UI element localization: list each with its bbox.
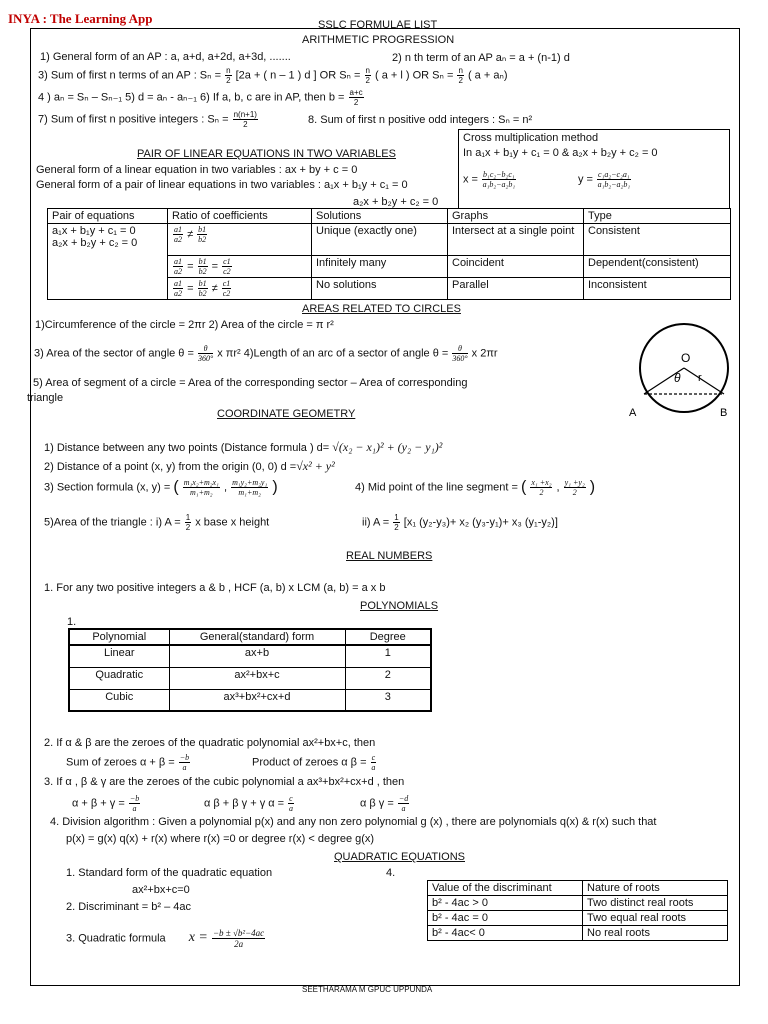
label-theta: θ xyxy=(674,371,681,385)
doc-title: SSLC FORMULAE LIST xyxy=(318,19,438,31)
table-row xyxy=(48,224,731,256)
table-cell: b² - 4ac > 0 xyxy=(428,896,583,911)
ratio-cell: $\frac{a1}{a2}$ = $\frac{b1}{b2}$ = $\frac{c1}{c2}$ xyxy=(168,256,312,278)
linear-line-1: General form of a linear equation in two variables : ax + by + c = 0 xyxy=(36,164,358,176)
ap-formula-8: 8. Sum of first n positive odd integers : Sₙ = n² xyxy=(308,114,533,126)
cubic-product: α β γ = $\frac{-d}{a}$ xyxy=(360,794,409,813)
table-cell: No real roots xyxy=(583,926,728,941)
real-numbers-line-1: 1. For any two positive integers a & b , HCF (a, b) x LCM (a, b) = a x b xyxy=(44,582,386,594)
label-r: r xyxy=(698,372,702,384)
table-header: Nature of roots xyxy=(583,881,728,896)
table-header: Value of the discriminant xyxy=(428,881,583,896)
real-numbers-heading: REAL NUMBERS xyxy=(346,550,433,562)
ap-heading: ARITHMETIC PROGRESSION xyxy=(302,34,455,46)
coordinate-line-1: 1) Distance between any two points (Distance formula ) d= √(x₂ − x₁)² + (y₂ − y₁)² xyxy=(44,440,443,454)
discriminant-line: 2. Discriminant = b² – 4ac xyxy=(66,901,192,913)
cubic-sum: α + β + γ = $\frac{-b}{a}$ xyxy=(72,794,140,813)
table-row xyxy=(69,689,431,711)
table-header: Type xyxy=(584,209,731,224)
table-cell: Linear xyxy=(69,645,169,667)
circle-sector-diagram xyxy=(620,318,740,422)
table-header: Pair of equations xyxy=(48,209,168,224)
linear-line-2: General form of a pair of linear equations in two variables : a₁x + b₁y + c₁ = 0 xyxy=(36,179,408,191)
table-row xyxy=(428,896,728,911)
circles-heading: AREAS RELATED TO CIRCLES xyxy=(302,303,461,315)
footer-credit: SEETHARAMA M GPUC UPPUNDA xyxy=(302,985,433,994)
quadratic-heading: QUADRATIC EQUATIONS xyxy=(334,851,465,863)
table-header-row xyxy=(48,209,731,224)
cross-title: Cross multiplication method xyxy=(463,132,599,144)
table-cell: b² - 4ac< 0 xyxy=(428,926,583,941)
circles-line-1: 1)Circumference of the circle = 2πr 2) Area of the circle = π r² xyxy=(35,319,334,331)
ap-formula-3: 3) Sum of first n terms of an AP : Sₙ = $\frac{n}{2}$ [2a + ( n – 1 ) d ] OR Sₙ = $\frac{n}{2}$ ( a + l ) OR Sₙ = $\frac{n}{2}$ ( a + aₙ) xyxy=(38,66,508,85)
label-o: O xyxy=(681,351,691,365)
quadratic-line-4: 4. xyxy=(386,867,396,879)
table-row xyxy=(69,667,431,689)
product-of-zeroes: Product of zeroes α β = $\frac{c}{a}$ xyxy=(252,753,376,772)
circles-line-5b: triangle xyxy=(27,392,64,404)
table-header: Polynomial xyxy=(69,629,169,645)
division-algorithm-2: p(x) = g(x) q(x) + r(x) where r(x) =0 or degree r(x) < degree g(x) xyxy=(66,833,375,845)
sum-of-zeroes: Sum of zeroes α + β = $\frac{-b}{a}$ xyxy=(66,753,190,772)
table-cell: Intersect at a single point xyxy=(448,224,584,256)
table-row xyxy=(428,911,728,926)
ratio-cell: $\frac{a1}{a2}$ ≠ $\frac{b1}{b2}$ xyxy=(168,224,312,256)
coordinate-line-5b: ii) A = $\frac{1}{2}$ [x₁ (y₂-y₃)+ x₂ (y₃-y₁)+ x₃ (y₁-y₂)] xyxy=(362,513,558,532)
cross-y: y = $\frac{\text{c₁a₂−c₂a₁}}{\text{a₁b₂−a₂b₁}}$ xyxy=(578,170,631,189)
table-cell: 2 xyxy=(345,667,431,689)
table-header: General(standard) form xyxy=(169,629,345,645)
table-cell: 1 xyxy=(345,645,431,667)
ap-formula-4: 4 ) aₙ = Sₙ – Sₙ₋₁ 5) d = aₙ - aₙ₋₁ 6) If a, b, c are in AP, then b = $\frac{a+c}{2}$ xyxy=(38,88,363,107)
table-cell: No solutions xyxy=(312,278,448,300)
ratio-cell: $\frac{a1}{a2}$ = $\frac{b1}{b2}$ ≠ $\frac{c1}{c2}$ xyxy=(168,278,312,300)
label-b: B xyxy=(720,407,728,419)
circles-line-5: 5) Area of segment of a circle = Area of the corresponding sector – Area of corresponding xyxy=(33,377,468,389)
discriminant-table xyxy=(427,880,728,941)
table-cell: Two equal real roots xyxy=(583,911,728,926)
table-cell: Two distinct real roots xyxy=(583,896,728,911)
table-cell: Cubic xyxy=(69,689,169,711)
brand-title: INYA : The Learning App xyxy=(8,11,153,26)
table-cell: ax+b xyxy=(169,645,345,667)
table-cell: Dependent(consistent) xyxy=(584,256,731,278)
table-header: Solutions xyxy=(312,209,448,224)
polynomials-number: 1. xyxy=(67,616,77,628)
table-row xyxy=(69,645,431,667)
quadratic-formula: 3. Quadratic formula x = $\frac{\text{−b ± √b²−4ac}}{2a}$ xyxy=(66,928,265,949)
circles-line-3: 3) Area of the sector of angle θ = $\frac{\theta}{360^\circ}$ x πr² 4)Length of an arc of a sector of angle θ = $\frac{\theta}{360^\circ}$ x 2πr xyxy=(34,344,498,363)
radius-line xyxy=(684,368,724,394)
table-cell: Coincident xyxy=(448,256,584,278)
table-cell: Parallel xyxy=(448,278,584,300)
polynomials-line-2: 2. If α & β are the zeroes of the quadratic polynomial ax²+bx+c, then xyxy=(44,737,376,749)
quadratic-standard-form: ax²+bx+c=0 xyxy=(132,884,190,896)
label-a: A xyxy=(629,407,637,419)
ap-formula-2: 2) n th term of an AP aₙ = a + (n-1) d xyxy=(392,52,570,64)
coordinate-heading: COORDINATE GEOMETRY xyxy=(217,408,356,420)
table-cell: Inconsistent xyxy=(584,278,731,300)
table-cell: ax²+bx+c xyxy=(169,667,345,689)
cross-x: x = $\frac{\text{b₁c₂−b₂c₁}}{\text{a₁b₂−a₂b₁}}$ xyxy=(463,170,516,189)
division-algorithm: 4. Division algorithm : Given a polynomial p(x) and any non zero polynomial g (x) , there are polynomials q(x) & r(x) such that xyxy=(50,816,657,828)
table-cell: Quadratic xyxy=(69,667,169,689)
coordinate-line-3: 3) Section formula (x, y) = ( $\frac{\text{m₁x₂+m₂x₁}}{\text{m₁+m₂}}$ , $\frac{\text{m₁y₂+m₂y₁}}{\text{m₁+m₂}}$ ) xyxy=(44,478,278,497)
table-cell: ax³+bx²+cx+d xyxy=(169,689,345,711)
quadratic-line-1: 1. Standard form of the quadratic equation xyxy=(66,867,273,879)
polynomials-table xyxy=(68,628,432,712)
coordinate-line-4: 4) Mid point of the line segment = ( $\frac{\text{x₁ +x₂}}{2}$ , $\frac{\text{y₁ +y₂}}{2}$ ) xyxy=(355,478,596,497)
ap-formula-7: 7) Sum of first n positive integers : Sₙ = $\frac{n(n+1)}{2}$ xyxy=(38,110,257,129)
linear-line-3: a₂x + b₂y + c₂ = 0 xyxy=(353,196,439,208)
coordinate-line-2: 2) Distance of a point (x, y) from the origin (0, 0) d =√x² + y² xyxy=(44,459,335,473)
table-cell: Consistent xyxy=(584,224,731,256)
table-header: Graphs xyxy=(448,209,584,224)
table-header: Degree xyxy=(345,629,431,645)
pair-of-equations-cell: a₁x + b₁y + c₁ = 0 a₂x + b₂y + c₂ = 0 xyxy=(48,224,168,300)
cross-equations: In a₁x + b₁y + c₁ = 0 & a₂x + b₂y + c₂ = 0 xyxy=(463,147,658,159)
table-row xyxy=(428,926,728,941)
table-header: Ratio of coefficients xyxy=(168,209,312,224)
polynomials-line-3: 3. If α , β & γ are the zeroes of the cubic polynomial a ax³+bx²+cx+d , then xyxy=(44,776,405,788)
table-cell: 3 xyxy=(345,689,431,711)
table-cell: Infinitely many xyxy=(312,256,448,278)
table-header-row xyxy=(428,881,728,896)
table-cell: b² - 4ac = 0 xyxy=(428,911,583,926)
linear-heading: PAIR OF LINEAR EQUATIONS IN TWO VARIABLES xyxy=(137,148,396,160)
coordinate-line-5: 5)Area of the triangle : i) A = $\frac{1}{2}$ x base x height xyxy=(44,513,270,532)
linear-equations-table xyxy=(47,208,731,300)
ap-formula-1: 1) General form of an AP : a, a+d, a+2d, a+3d, ....... xyxy=(40,51,291,63)
polynomials-heading: POLYNOMIALS xyxy=(360,600,439,612)
cubic-pair-sum: α β + β γ + γ α = $\frac{c}{a}$ xyxy=(204,794,293,813)
table-header-row xyxy=(69,629,431,645)
table-cell: Unique (exactly one) xyxy=(312,224,448,256)
